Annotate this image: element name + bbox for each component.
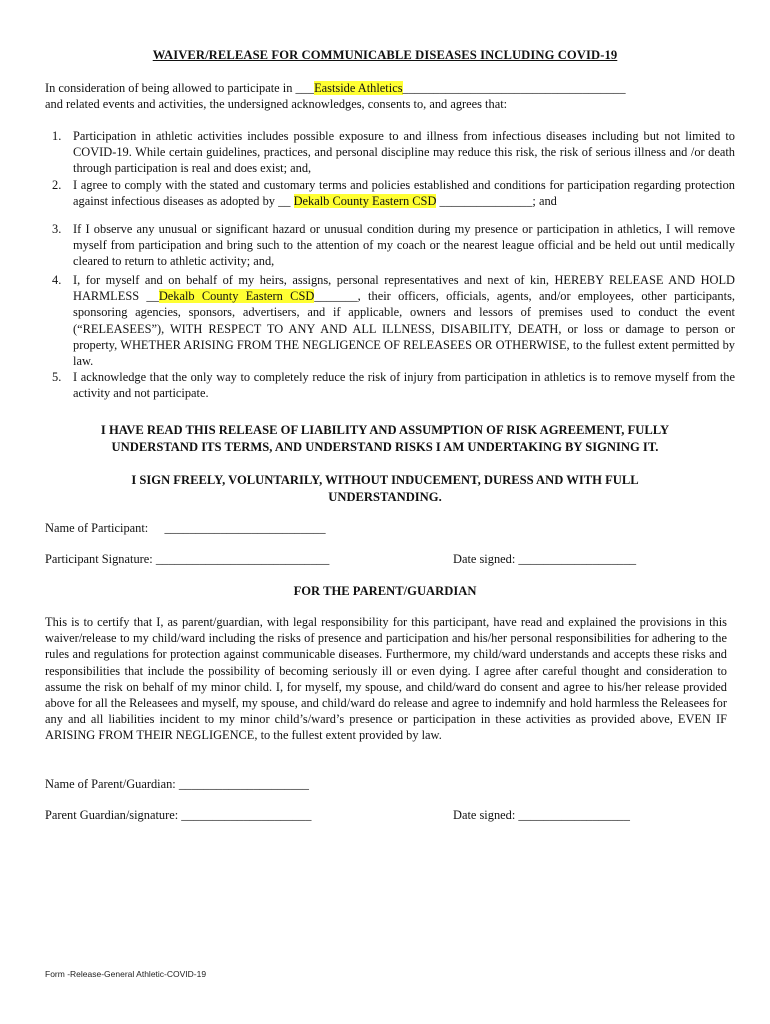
intro-line-2: and related events and activities, the undersigned acknowledges, consents to, and agrees that:: [45, 97, 508, 112]
guardian-certification-paragraph: This is to certify that I, as parent/guardian, with legal responsibility for this participant, have read and explained the provisions in this waiver/release to my child/ward including the risks of presence and participation and his/her personal responsibilities for adhering to the rules and regulations for protection against communicable diseases. Furthermore, my child/ward understands and accepts these risks and responsibilities that include the possibility of becoming seriously ill or even dying. I agree after careful thought and consideration to assume the risk on behalf of my minor child. I, for myself, my spouse, and child/ward do consent and agree to his/her release provided above for all the Releasees and myself, my spouse, and child/ward do release and agree to indemnify and hold harmless the Releasees for any and all liabilities incident to my minor child’s/ward’s presence or participation in these activities as provided above, EVEN IF ARISING FROM THEIR NEGLIGENCE, to the fullest extent provided by law.: [45, 615, 727, 743]
guardian-date-label: Date signed:: [453, 808, 516, 822]
intro-prefix: In consideration of being allowed to participate in ___: [45, 81, 315, 95]
term-number: 3.: [52, 222, 62, 236]
participant-date-label: Date signed:: [453, 552, 516, 566]
term-number: 5.: [52, 370, 62, 384]
participant-name-row: [45, 520, 326, 536]
term-text-after: _______, their officers, officials, agents, and/or employees, other participants, sponsoring agencies, sponsors, advertisers, and if applicable, owners and lessors of premises used to conduct the event (“RELEASEES”), WITH RESPECT TO ANY AND ALL ILLNESS, DISABILITY, DEATH, or loss or damage to person or property, WHETHER ARISING FROM THE NEGLIGENCE OF RELEASEES OR OTHERWISE, to the fullest extent permitted by law.: [73, 289, 735, 369]
participant-name-label: Name of Participant:: [45, 521, 149, 535]
term-text-before: I, for myself and on behalf of my heirs, assigns, personal representatives and next of kin, HEREBY RELEASE AND HOLD HARMLESS __: [73, 273, 735, 304]
term-text-after: _______________; and: [436, 194, 557, 209]
term-number: 4.: [52, 273, 62, 287]
form-footer: Form -Release-General Athletic-COVID-19: [45, 969, 207, 979]
intro-line-1: [45, 80, 735, 96]
term-text: I acknowledge that the only way to completely reduce the risk of injury from participation in athletics is to remove myself from the activity and not participate.: [73, 370, 735, 401]
term-item-4: [45, 272, 735, 369]
guardian-signature-row: [45, 807, 311, 823]
term-item-2: [45, 177, 735, 221]
term-item-3: [45, 221, 735, 272]
guardian-section-heading: FOR THE PARENT/GUARDIAN: [293, 584, 477, 598]
terms-list: [45, 128, 735, 401]
participant-date-field[interactable]: ___________________: [518, 552, 637, 566]
term-text: If I observe any unusual or significant hazard or unusual condition during my presence or participation in athletics, I will remove myself from participation and bring such to the attention of my coach or the nearest league official and be held out until medically cleared to return to athletic activity; and,: [73, 222, 735, 269]
guardian-name-label: Name of Parent/Guardian:: [45, 777, 176, 791]
participant-signature-field[interactable]: ____________________________: [155, 552, 330, 566]
guardian-date-field[interactable]: __________________: [518, 808, 630, 822]
organization-name-field[interactable]: Eastside Athletics: [314, 81, 403, 95]
term-item-5: [45, 369, 735, 401]
term-number: 2.: [52, 178, 62, 192]
term-item-1: [45, 128, 735, 177]
term-number: 1.: [52, 129, 62, 143]
participant-signature-label: Participant Signature:: [45, 552, 153, 566]
term-text: Participation in athletic activities includes possible exposure to and illness from infectious diseases including but not limited to COVID-19. While certain guidelines, practices, and personal discipline may reduce this risk, the risk of serious illness and /or death through participation is real and does exist; and,: [73, 129, 735, 176]
guardian-signature-field[interactable]: _____________________: [181, 808, 312, 822]
participant-date-row: [453, 551, 636, 567]
term-text-before: I agree to comply with the stated and customary terms and policies established and conditions for participation regarding protection against infectious diseases as adopted by __: [73, 178, 735, 209]
guardian-name-row: [45, 776, 309, 792]
voluntary-statement: I SIGN FREELY, VOLUNTARILY, WITHOUT INDUCEMENT, DURESS AND WITH FULL UNDERSTANDING.: [131, 473, 639, 504]
district-name-field[interactable]: Dekalb County Eastern CSD: [158, 289, 315, 304]
acknowledgement-statement: I HAVE READ THIS RELEASE OF LIABILITY AND ASSUMPTION OF RISK AGREEMENT, FULLY UNDERSTAND ITS TERMS, AND UNDERSTAND RISKS I AM UNDERTAKING BY SIGNING IT.: [100, 423, 670, 454]
guardian-date-row: [453, 807, 630, 823]
intro-paragraph: [45, 80, 735, 112]
document-title: WAIVER/RELEASE FOR COMMUNICABLE DISEASES INCLUDING COVID-19: [152, 48, 618, 62]
district-name-field[interactable]: Dekalb County Eastern CSD: [293, 194, 437, 209]
guardian-name-field[interactable]: _____________________: [178, 777, 309, 791]
intro-suffix-line: ____________________________________: [402, 81, 626, 95]
participant-name-field[interactable]: __________________________: [164, 521, 326, 535]
participant-signature-row: [45, 551, 329, 567]
guardian-signature-label: Parent Guardian/signature:: [45, 808, 179, 822]
